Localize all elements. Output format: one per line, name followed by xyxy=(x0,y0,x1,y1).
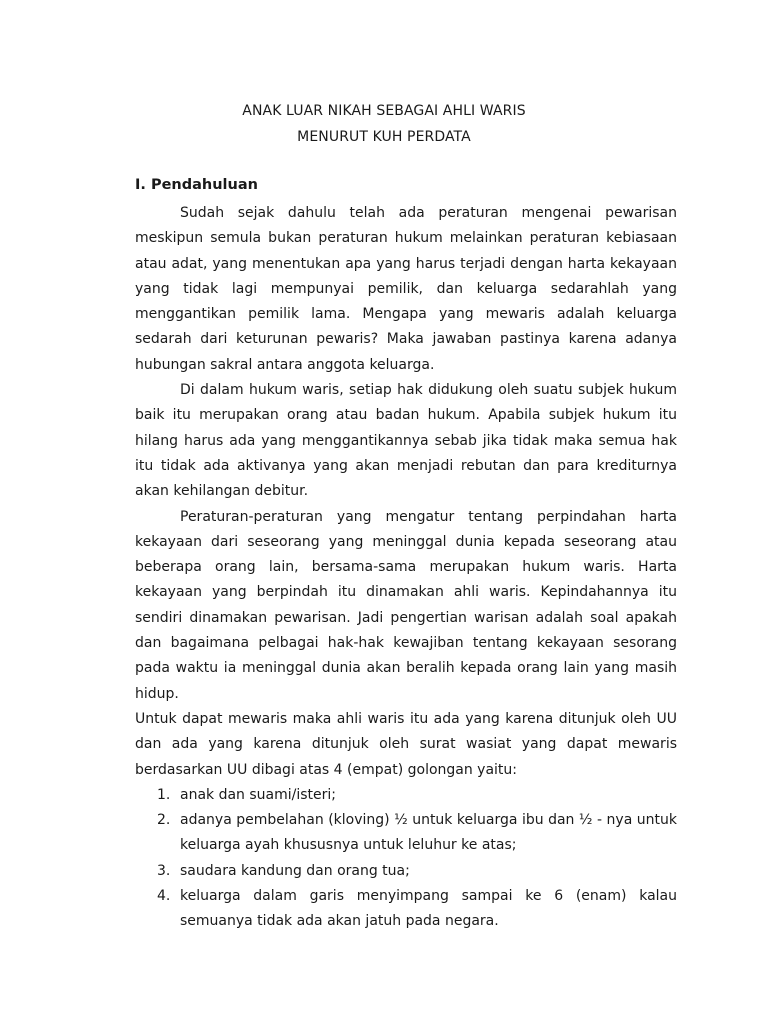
document-title-line-1: ANAK LUAR NIKAH SEBAGAI AHLI WARIS xyxy=(242,103,526,119)
list-item xyxy=(135,783,677,808)
list-item-text: keluarga dalam garis menyimpang sampai ke 6 (enam) kalau semuanya tidak ada akan jatuh pada negara. xyxy=(180,888,677,930)
document-title-line-2: MENURUT KUH PERDATA xyxy=(297,129,471,145)
list-item-number: 3. xyxy=(157,862,171,879)
list-item-text: anak dan suami/isteri; xyxy=(180,786,337,803)
list-item-text: saudara kandung dan orang tua; xyxy=(180,862,410,879)
list-item-text: adanya pembelahan (kloving) ½ untuk keluarga ibu dan ½ - nya untuk keluarga ayah khususnya untuk leluhur ke atas; xyxy=(180,812,677,854)
heir-groups-list xyxy=(135,783,677,935)
list-item-number: 4. xyxy=(157,888,171,905)
list-item xyxy=(135,808,677,859)
list-item-number: 2. xyxy=(157,812,171,829)
document-body xyxy=(135,201,677,935)
list-item xyxy=(135,884,677,935)
list-item-number: 1. xyxy=(157,786,171,803)
paragraph-1: Sudah sejak dahulu telah ada peraturan mengenai pewarisan meskipun semula bukan peraturan hukum melainkan peraturan kebiasaan atau adat, yang menentukan apa yang harus terjadi dengan harta kekayaan yang tidak lagi mempunyai pemilik, dan keluarga sedarahlah yang menggantikan pemilik lama. Mengapa yang mewaris adalah keluarga sedarah dari keturunan pewaris? Maka jawaban pastinya karena adanya hubungan sakral antara anggota keluarga. xyxy=(135,205,677,373)
paragraph-4: Untuk dapat mewaris maka ahli waris itu ada yang karena ditunjuk oleh UU dan ada yang karena ditunjuk oleh surat wasiat yang dapat mewaris berdasarkan UU dibagi atas 4 (empat) golongan yaitu: xyxy=(135,710,677,778)
paragraph-3: Peraturan-peraturan yang mengatur tentang perpindahan harta kekayaan dari seseorang yang meninggal dunia kepada seseorang atau beberapa orang lain, bersama-sama merupakan hukum waris. Harta kekayaan yang berpindah itu dinamakan ahli waris. Kepindahannya itu sendiri dinamakan pewarisan. Jadi pengertian warisan adalah soal apakah dan bagaimana pelbagai hak-hak kewajiban tentang kekayaan sesorang pada waktu ia meninggal dunia akan beralih kepada orang lain yang masih hidup. xyxy=(135,508,677,702)
list-item xyxy=(135,859,677,884)
section-heading: I. Pendahuluan xyxy=(135,177,258,193)
paragraph-2: Di dalam hukum waris, setiap hak didukung oleh suatu subjek hukum baik itu merupakan orang atau badan hukum. Apabila subjek hukum itu hilang harus ada yang menggantikannya sebab jika tidak maka semua hak itu tidak ada aktivanya yang akan menjadi rebutan dan para krediturnya akan kehilangan debitur. xyxy=(135,382,677,500)
